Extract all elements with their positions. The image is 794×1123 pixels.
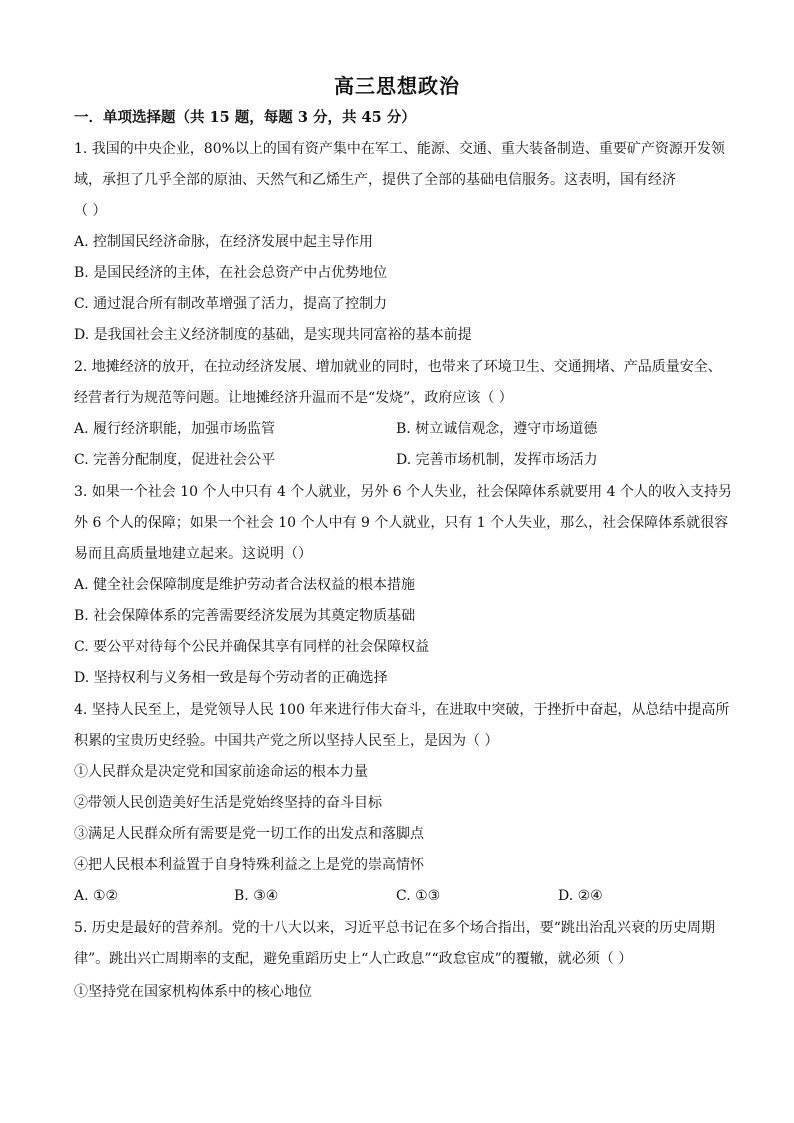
q1-option-c: C. 通过混合所有制改革增强了活力，提高了控制力	[74, 296, 388, 312]
q4-stem-line1: 4. 坚持人民至上，是党领导人民 100 年来进行伟大奋斗，在进取中突破，于挫折中奋起，从总结中提高所	[74, 702, 730, 718]
q3-option-d: D. 坚持权利与义务相一致是每个劳动者的正确选择	[74, 670, 388, 686]
q1-option-b: B. 是国民经济的主体，在社会总资产中占优势地位	[74, 265, 388, 281]
q2-stem-line2: 经营者行为规范等问题。让地摊经济升温而不是“发烧”，政府应该（ ）	[74, 390, 513, 406]
q1-stem-line2: 域，承担了几乎全部的原油、天然气和乙烯生产，提供了全部的基础电信服务。这表明，国有经济	[74, 172, 676, 188]
q2-stem-line1: 2. 地摊经济的放开，在拉动经济发展、增加就业的同时，也带来了环境卫生、交通拥堵、产品质量安全、	[74, 359, 722, 375]
q5-statement-1: ①坚持党在国家机构体系中的核心地位	[74, 984, 312, 1000]
q2-option-c: C. 完善分配制度，促进社会公平	[74, 452, 276, 468]
q4-statement-2: ②带领人民创造美好生活是党始终坚持的奋斗目标	[74, 795, 382, 811]
q4-statement-3: ③满足人民群众所有需要是党一切工作的出发点和落脚点	[74, 826, 424, 842]
q4-option-b: B. ③④	[234, 888, 279, 904]
q3-option-c: C. 要公平对待每个公民并确保其享有同样的社会保障权益	[74, 639, 430, 655]
q5-stem-line2: 律”。跳出兴亡周期率的支配，避免重蹈历史上“人亡政息”“政怠宦成”的覆辙，就必须（ ）	[74, 951, 633, 967]
q1-option-a: A. 控制国民经济命脉，在经济发展中起主导作用	[74, 234, 374, 250]
q5-stem-line1: 5. 历史是最好的营养剂。党的十八大以来，习近平总书记在多个场合指出，要“跳出治乱兴衰的历史周期	[74, 920, 715, 936]
q4-option-a: A. ①②	[74, 888, 119, 904]
q3-stem-line3: 易而且高质量地建立起来。这说明（）	[74, 546, 312, 562]
section-heading: 一．单项选择题（共 15 题，每题 3 分，共 45 分）	[74, 109, 416, 126]
q3-stem-line1: 3. 如果一个社会 10 个人中只有 4 个人就业，另外 6 个人失业，社会保障体系就要用 4 个人的收入支持另	[74, 484, 732, 500]
q4-stem-line2: 积累的宝贵历史经验。中国共产党之所以坚持人民至上，是因为（ ）	[74, 733, 499, 749]
q3-option-b: B. 社会保障体系的完善需要经济发展为其奠定物质基础	[74, 608, 416, 624]
page-title: 高三思想政治	[334, 74, 460, 98]
q3-stem-line2: 外 6 个人的保障；如果一个社会 10 个人中有 9 个人就业，只有 1 个人失业，那么，社会保障体系就很容	[74, 515, 729, 531]
q4-statement-1: ①人民群众是决定党和国家前途命运的根本力量	[74, 764, 368, 780]
q4-options-row	[74, 886, 724, 906]
q4-option-c: C. ①③	[396, 888, 441, 904]
q2-option-a: A. 履行经济职能，加强市场监管	[74, 421, 276, 437]
q1-option-d: D. 是我国社会主义经济制度的基础，是实现共同富裕的基本前提	[74, 327, 472, 343]
q1-stem-line3: （ ）	[74, 203, 107, 219]
q4-option-d: D. ②④	[558, 888, 603, 904]
q1-stem-line1: 1. 我国的中央企业，80%以上的国有资产集中在军工、能源、交通、重大装备制造、重要矿产资源开发领	[74, 141, 725, 157]
q2-options-row1	[74, 419, 724, 439]
q4-statement-4: ④把人民根本利益置于自身特殊利益之上是党的崇高情怀	[74, 857, 424, 873]
q2-option-d: D. 完善市场机制，发挥市场活力	[396, 452, 598, 468]
q3-option-a: A. 健全社会保障制度是维护劳动者合法权益的根本措施	[74, 577, 416, 593]
q2-options-row2	[74, 450, 724, 470]
q2-option-b: B. 树立诚信观念，遵守市场道德	[396, 421, 598, 437]
